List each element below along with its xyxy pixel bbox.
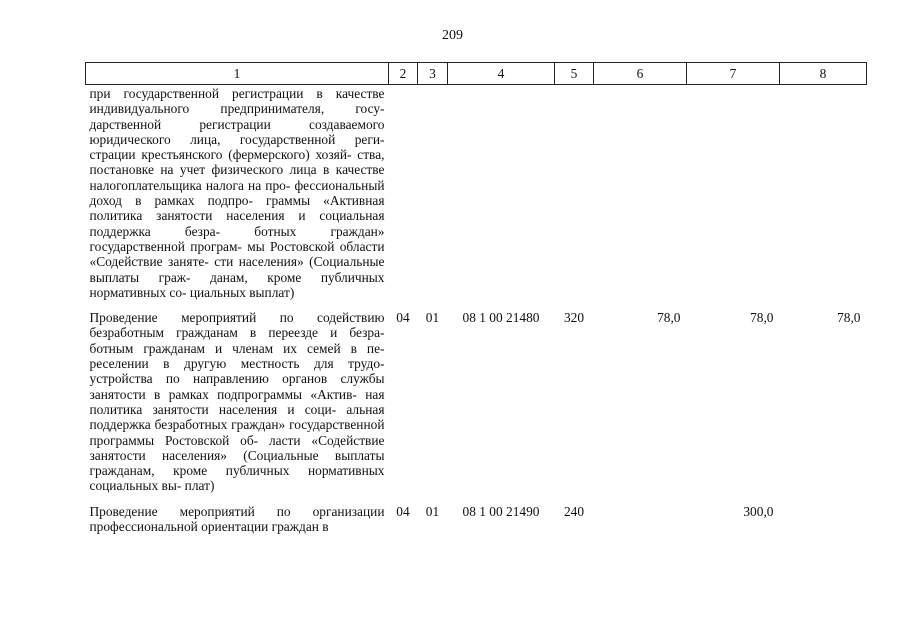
description-line: ласти «Содействие занятости населения»	[89, 432, 385, 463]
cell-amount-6	[594, 504, 687, 545]
description-line: при государственной регистрации в качестве	[89, 86, 385, 101]
cell-subsection	[418, 85, 448, 311]
description-line: безработным гражданам в переезде и безра-	[89, 325, 385, 341]
description-line: ботным гражданам и членам их семей в пе-	[89, 340, 385, 356]
description-line: юридического лица, государственной реги-	[89, 131, 385, 147]
cell-expense-type: 320	[563, 310, 585, 326]
header-row	[86, 63, 867, 85]
description-line: государственной программы Ростовской об-	[89, 417, 385, 448]
row-description	[86, 504, 389, 545]
description-line: сти населения» (Социальные выплаты граж-	[89, 254, 385, 285]
row-description	[86, 310, 389, 504]
header-cell-7: 7	[687, 63, 780, 85]
description-line: ботных граждан» государственной програм-	[89, 223, 385, 254]
description-line: Проведение мероприятий по организации	[89, 503, 385, 519]
description-line: индивидуального предпринимателя, госу-	[89, 101, 385, 117]
description-line: занятости в рамках подпрограммы «Актив-	[89, 386, 357, 402]
row-description	[86, 85, 389, 311]
cell-target-article	[448, 85, 555, 311]
description-line: ства, постановке на учет физического лица в	[89, 147, 385, 178]
cell-amount-8	[780, 85, 867, 311]
header-cell-4: 4	[448, 63, 555, 85]
cell-expense-type	[555, 85, 594, 311]
cell-amount-6: 78,0	[657, 310, 681, 326]
description-line: фессиональный доход в рамках подпро-	[89, 177, 385, 209]
description-line: дарственной регистрации создаваемого	[89, 116, 385, 132]
cell-section	[389, 85, 418, 311]
budget-table	[85, 62, 867, 544]
description-line: профессиональной ориентации граждан в	[89, 519, 329, 535]
description-line: устройства по направлению органов службы	[89, 371, 385, 387]
description-line: альная поддержка безработных граждан»	[89, 401, 385, 433]
table-row	[86, 310, 867, 504]
description-line: Проведение мероприятий по содействию	[89, 310, 385, 326]
cell-section: 04	[396, 503, 410, 519]
header-cell-5: 5	[555, 63, 594, 85]
description-line: граммы «Активная политика занятости	[89, 193, 385, 224]
header-cell-3: 3	[418, 63, 448, 85]
table-row	[86, 85, 867, 311]
description-line: мы Ростовской области «Содействие заняте-	[89, 238, 385, 270]
page-number: 209	[442, 28, 463, 43]
description-line: качестве налогоплательщика налога на про-	[89, 162, 385, 193]
header-cell-1: 1	[86, 63, 389, 85]
header-cell-2: 2	[389, 63, 418, 85]
description-line: плат)	[184, 478, 215, 494]
description-line: циальных выплат)	[189, 284, 295, 300]
header-cell-8: 8	[780, 63, 867, 85]
cell-amount-8: 78,0	[837, 310, 861, 326]
description-line: реселении в другую местность для трудо-	[89, 356, 385, 372]
table-row	[86, 504, 867, 545]
description-line: населения и социальная поддержка безра-	[89, 208, 385, 239]
cell-amount-7: 78,0	[750, 310, 774, 326]
cell-expense-type: 240	[563, 503, 585, 519]
cell-amount-8	[780, 504, 867, 545]
description-line: (Социальные выплаты гражданам, кроме	[89, 447, 385, 479]
cell-target-article: 08 1 00 21490	[462, 503, 540, 519]
cell-subsection: 01	[425, 310, 440, 326]
cell-amount-7	[687, 85, 780, 311]
cell-amount-7: 300,0	[743, 503, 774, 519]
description-line: данам, кроме публичных нормативных со-	[89, 269, 385, 300]
cell-target-article: 08 1 00 21480	[462, 310, 540, 326]
description-line: публичных нормативных социальных вы-	[89, 463, 385, 494]
cell-section: 04	[396, 310, 410, 326]
description-line: страции крестьянского (фермерского) хозяй-	[89, 147, 352, 163]
cell-subsection: 01	[425, 503, 440, 519]
cell-amount-6	[594, 85, 687, 311]
header-cell-6: 6	[594, 63, 687, 85]
description-line: ная политика занятости населения и соци-	[89, 386, 385, 417]
